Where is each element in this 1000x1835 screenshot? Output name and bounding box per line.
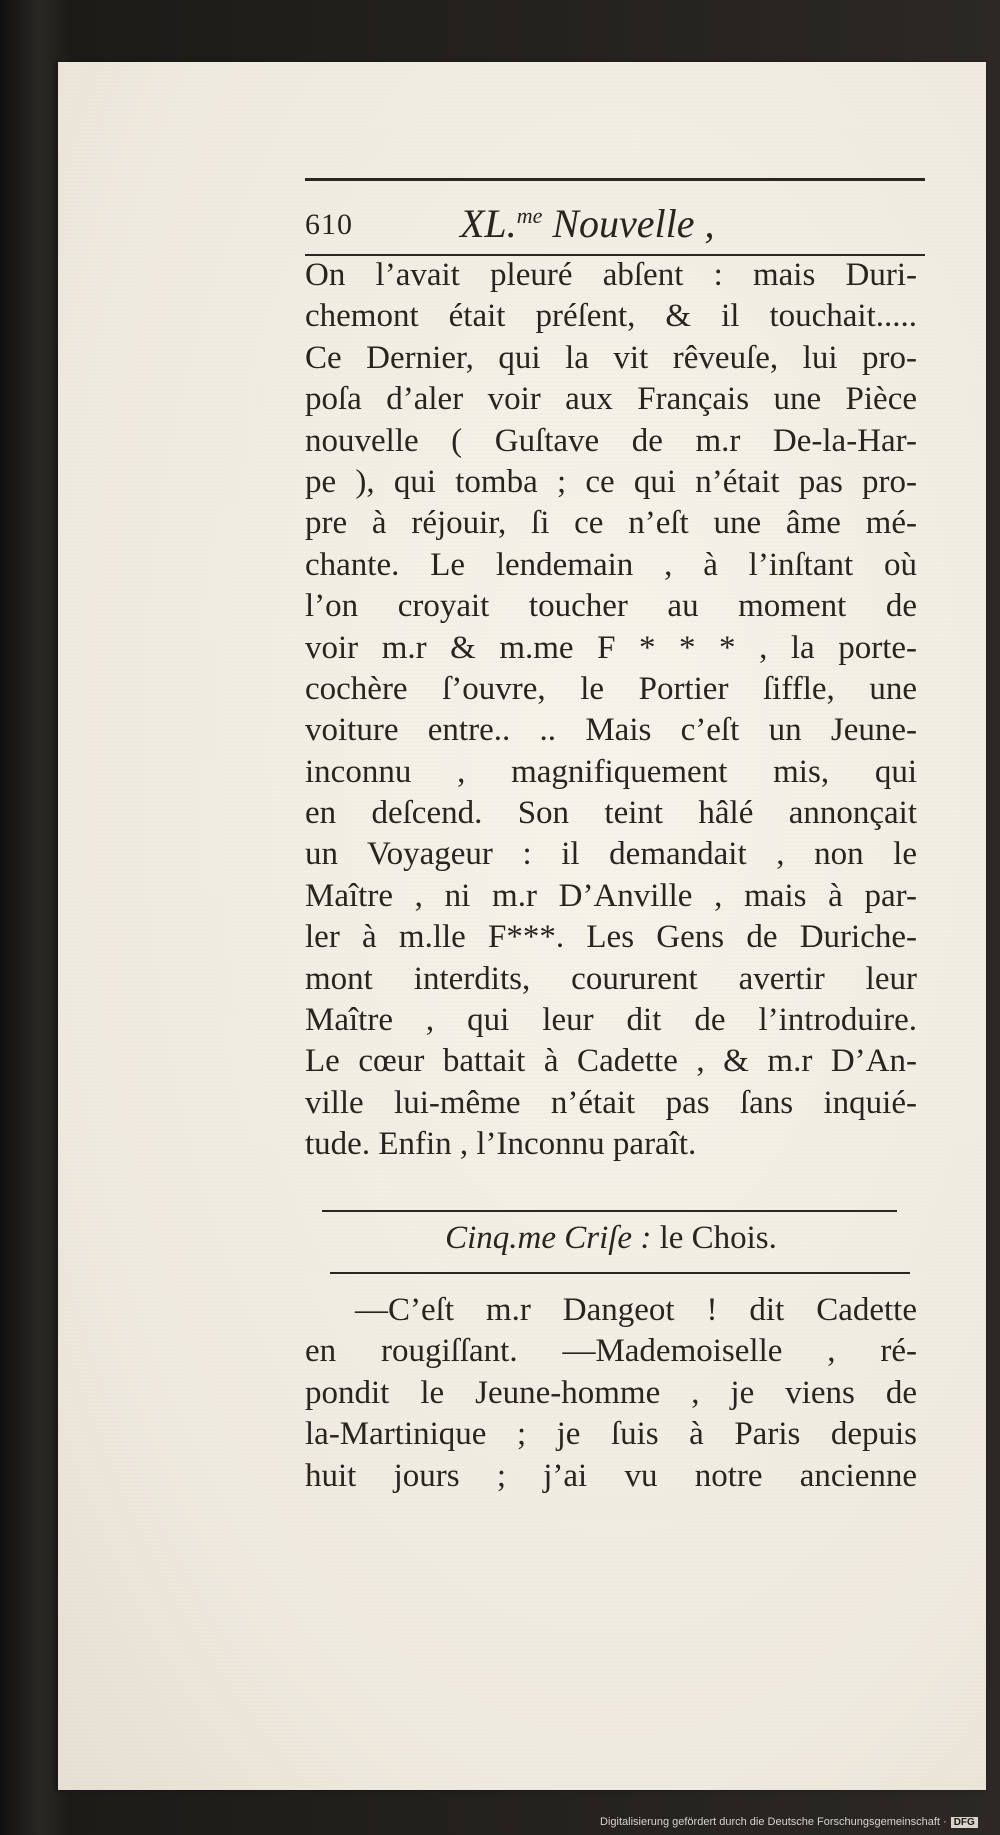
text-line: inconnu , magnifiquement mis, qui	[305, 753, 917, 790]
running-header	[305, 200, 925, 256]
text-line: la-Martinique ; je ſuis à Paris depuis	[305, 1416, 917, 1453]
text-line: Ce Dernier, qui la vit rêveuſe, lui pro-	[305, 339, 917, 376]
credit-text: Digitalisierung gefördert durch die Deutsche Forschungsgemeinschaft ·	[600, 1816, 947, 1828]
text-line: nouvelle ( Guſtave de m.r De-la-Har-	[305, 422, 917, 459]
text-line: —C’eſt m.r Dangeot ! dit Cadette	[355, 1292, 917, 1328]
text-line: en rougiſſant. —Mademoiselle , ré-	[305, 1333, 917, 1370]
text-line: tude. Enfin , l’Inconnu paraît.	[305, 1126, 697, 1163]
section-heading	[305, 1220, 917, 1257]
text-line: voiture entre.. .. Mais c’eſt un Jeune-	[305, 712, 917, 749]
running-title-suffix: Nouvelle ,	[542, 201, 715, 246]
running-title	[460, 200, 715, 247]
dfg-logo: DFG	[951, 1817, 978, 1828]
text-line: ville lui-même n’était pas ſans inquié-	[305, 1084, 917, 1121]
text-line: en deſcend. Son teint hâlé annonçait	[305, 795, 917, 832]
text-line: voir m.r & m.me F * * * , la porte-	[305, 629, 917, 666]
text-line: mont interdits, coururent avertir leur	[305, 960, 917, 997]
section-rule-bottom	[330, 1272, 910, 1274]
text-line: Maître , qui leur dit de l’introduire.	[305, 1002, 917, 1039]
text-line: Le cœur battait à Cadette , & m.r D’An-	[305, 1043, 917, 1080]
text-line: cochère ſ’ouvre, le Portier ſiffle, une	[305, 670, 917, 707]
section-heading-roman: le Chois.	[651, 1220, 777, 1256]
text-line: chemont était préſent, & il touchait.....	[305, 298, 917, 335]
section-rule-top	[322, 1210, 897, 1212]
text-line: pre à réjouir, ſi ce n’eſt une âme mé-	[305, 505, 917, 542]
text-line: poſa d’aler voir aux Français une Pièce	[305, 381, 917, 418]
header-rule-top	[305, 178, 925, 181]
page-number: 610	[305, 208, 353, 241]
text-line: Maître , ni m.r D’Anville , mais à par-	[305, 877, 917, 914]
digitization-credit	[600, 1816, 978, 1828]
dialogue-text-block	[305, 1290, 917, 1497]
text-line: On l’avait pleuré abſent : mais Duri-	[305, 257, 917, 293]
running-title-sup: me	[516, 203, 543, 228]
text-line: l’on croyait toucher au moment de	[305, 588, 917, 625]
text-line: chante. Le lendemain , à l’inſtant où	[305, 546, 917, 583]
text-line: pe ), qui tomba ; ce qui n’était pas pro-	[305, 463, 917, 500]
text-line: huit jours ; j’ai vu notre ancienne	[305, 1457, 917, 1494]
text-line: pondit le Jeune-homme , je viens de	[305, 1374, 917, 1411]
running-title-prefix: XL.	[460, 201, 517, 246]
section-heading-italic: Cinq.me Criſe :	[445, 1220, 652, 1256]
text-line: un Voyageur : il demandait , non le	[305, 836, 917, 873]
text-line: ler à m.lle F***. Les Gens de Duriche-	[305, 919, 917, 956]
main-text-block	[305, 255, 917, 1166]
